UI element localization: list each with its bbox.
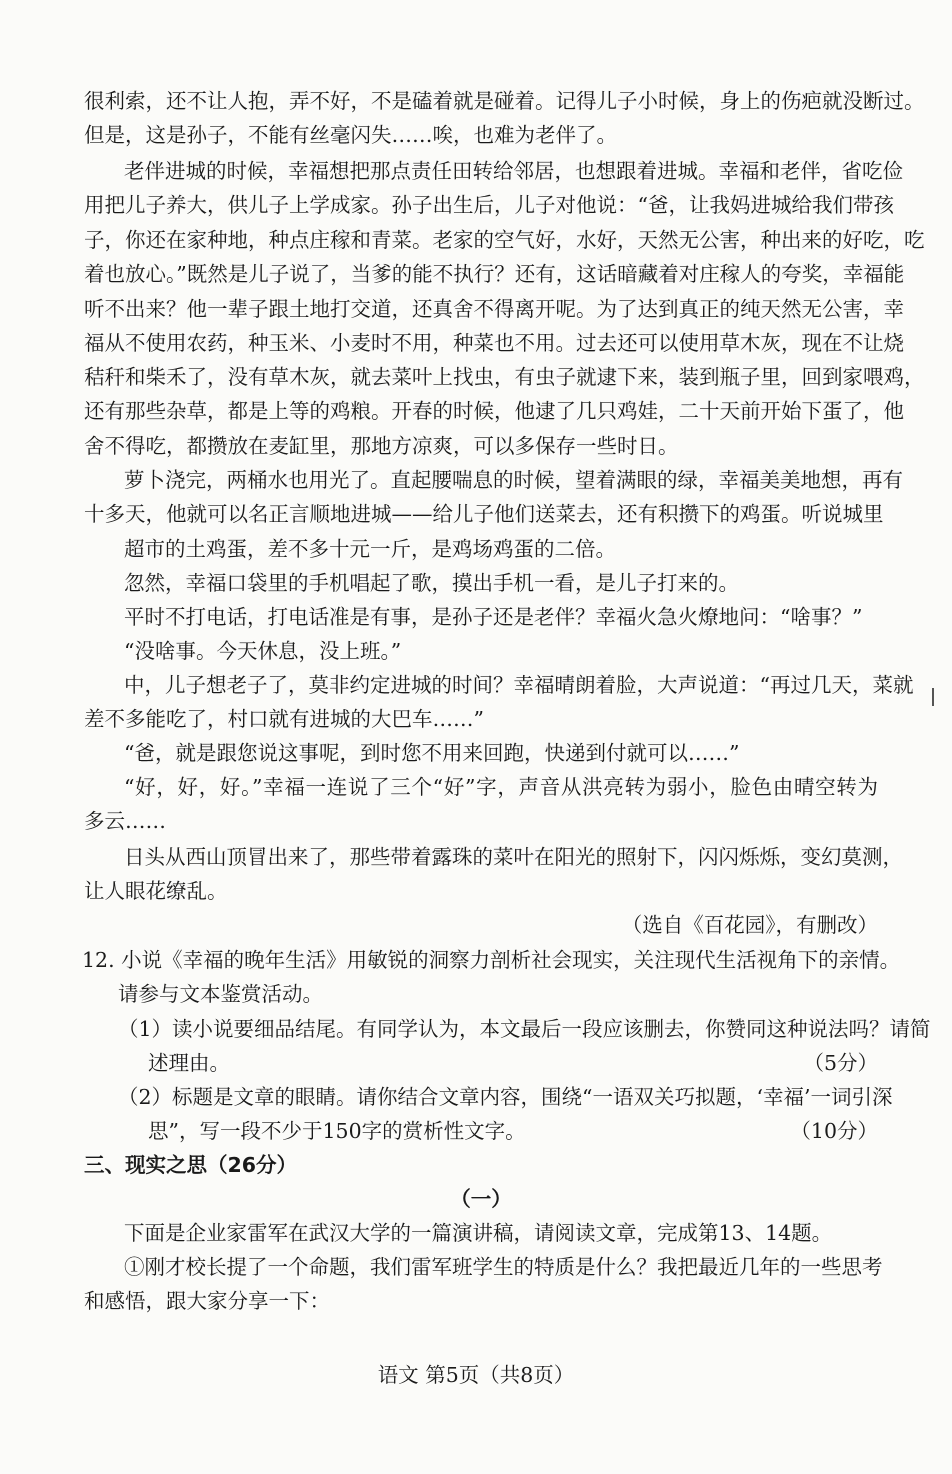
section-heading: 三、现实之思（26分） — [84, 1153, 298, 1177]
margin-mark — [932, 688, 934, 706]
text-line: 着也放心。”既然是儿子说了，当爹的能不执行？还有，这话暗藏着对庄稼人的夸奖，幸福能 — [84, 262, 905, 286]
text-line: 子，你还在家种地，种点庄稼和青菜。老家的空气好，水好，天然无公害，种出来的好吃，吃 — [84, 228, 925, 252]
reading-intro: 下面是企业家雷军在武汉大学的一篇演讲稿，请阅读文章，完成第13、14题。 — [124, 1221, 833, 1245]
text-line: “没啥事。今天休息，没上班。” — [124, 639, 402, 663]
text-line: 用把儿子养大，供儿子上学成家。孙子出生后，儿子对他说：“爸，让我妈进城给我们带孩 — [84, 193, 894, 217]
text-line: 福从不使用农药，种玉米、小麦时不用，种菜也不用。过去还可以使用草木灰，现在不让烧 — [84, 331, 904, 355]
text-line: 十多天，他就可以名正言顺地进城——给儿子他们送菜去，还有积攒下的鸡蛋。听说城里 — [84, 502, 884, 526]
score-label: （5分） — [803, 1051, 878, 1075]
text-line: 日头从西山顶冒出来了，那些带着露珠的菜叶在阳光的照射下，闪闪烁烁，变幻莫测， — [124, 845, 903, 869]
question-12: 12. 小说《幸福的晚年生活》用敏锐的洞察力剖析社会现实，关注现代生活视角下的亲情。 — [82, 948, 901, 972]
text-line: “爸，就是跟您说这事呢，到时您不用来回跑，快递到付就可以……” — [124, 741, 740, 765]
question-text: 述理由。 — [148, 1051, 230, 1075]
text-line: 超市的土鸡蛋，差不多十元一斤，是鸡场鸡蛋的二倍。 — [124, 537, 616, 561]
part-heading: （一） — [450, 1187, 512, 1211]
text-line: 很利索，还不让人抱，弄不好，不是磕着就是碰着。记得儿子小时候，身上的伤疤就没断过。 — [84, 89, 925, 113]
question-12-2-cont — [148, 1116, 878, 1146]
text-line: 老伴进城的时候，幸福想把那点责任田转给邻居，也想跟着进城。幸福和老伴，省吃俭 — [124, 159, 903, 183]
source-citation: （选自《百花园》，有删改） — [621, 913, 878, 937]
text-line: 听不出来？他一辈子跟土地打交道，还真舍不得离开呢。为了达到真正的纯天然无公害，幸 — [84, 297, 904, 321]
text-line: “好，好，好。”幸福一连说了三个“好”字，声音从洪亮转为弱小，脸色由晴空转为 — [124, 775, 878, 799]
text-line: 萝卜浇完，两桶水也用光了。直起腰喘息的时候，望着满眼的绿，幸福美美地想，再有 — [124, 468, 903, 492]
question-text: 思”，写一段不少于150字的赏析性文字。 — [148, 1119, 526, 1143]
question-12-cont: 请参与文本鉴赏活动。 — [118, 982, 323, 1006]
text-line: ①刚才校长提了一个命题，我们雷军班学生的特质是什么？我把最近几年的一些思考 — [124, 1255, 883, 1279]
text-line: 忽然，幸福口袋里的手机唱起了歌，摸出手机一看，是儿子打来的。 — [124, 571, 739, 595]
text-line: 让人眼花缭乱。 — [84, 879, 228, 903]
score-label: （10分） — [790, 1119, 878, 1143]
question-12-1: （1）读小说要细品结尾。有同学认为，本文最后一段应该删去，你赞同这种说法吗？请简 — [118, 1017, 931, 1041]
text-line: 还有那些杂草，都是上等的鸡粮。开春的时候，他逮了几只鸡娃，二十天前开始下蛋了，他 — [84, 399, 904, 423]
text-line: 平时不打电话，打电话准是有事，是孙子还是老伴？幸福火急火燎地问：“啥事？” — [124, 605, 863, 629]
text-line: 差不多能吃了，村口就有进城的大巴车……” — [84, 707, 484, 731]
question-12-2: （2）标题是文章的眼睛。请你结合文章内容，围绕“一语双关巧拟题，‘幸福’一词引深 — [118, 1085, 893, 1109]
text-line: 中，儿子想老子了，莫非约定进城的时间？幸福晴朗着脸，大声说道：“再过几天，菜就 — [124, 673, 914, 697]
text-line: 但是，这是孙子，不能有丝毫闪失……唉，也难为老伴了。 — [84, 123, 617, 147]
text-line: 舍不得吃，都攒放在麦缸里，那地方凉爽，可以多保存一些时日。 — [84, 434, 679, 458]
text-line: 和感悟，跟大家分享一下： — [84, 1289, 330, 1313]
question-12-1-cont — [148, 1048, 878, 1078]
text-line: 多云…… — [84, 809, 166, 833]
page-footer: 语文 第5页（共8页） — [377, 1363, 575, 1387]
text-line: 秸秆和柴禾了，没有草木灰，就去菜叶上找虫，有虫子就逮下来，装到瓶子里，回到家喂鸡， — [84, 365, 925, 389]
